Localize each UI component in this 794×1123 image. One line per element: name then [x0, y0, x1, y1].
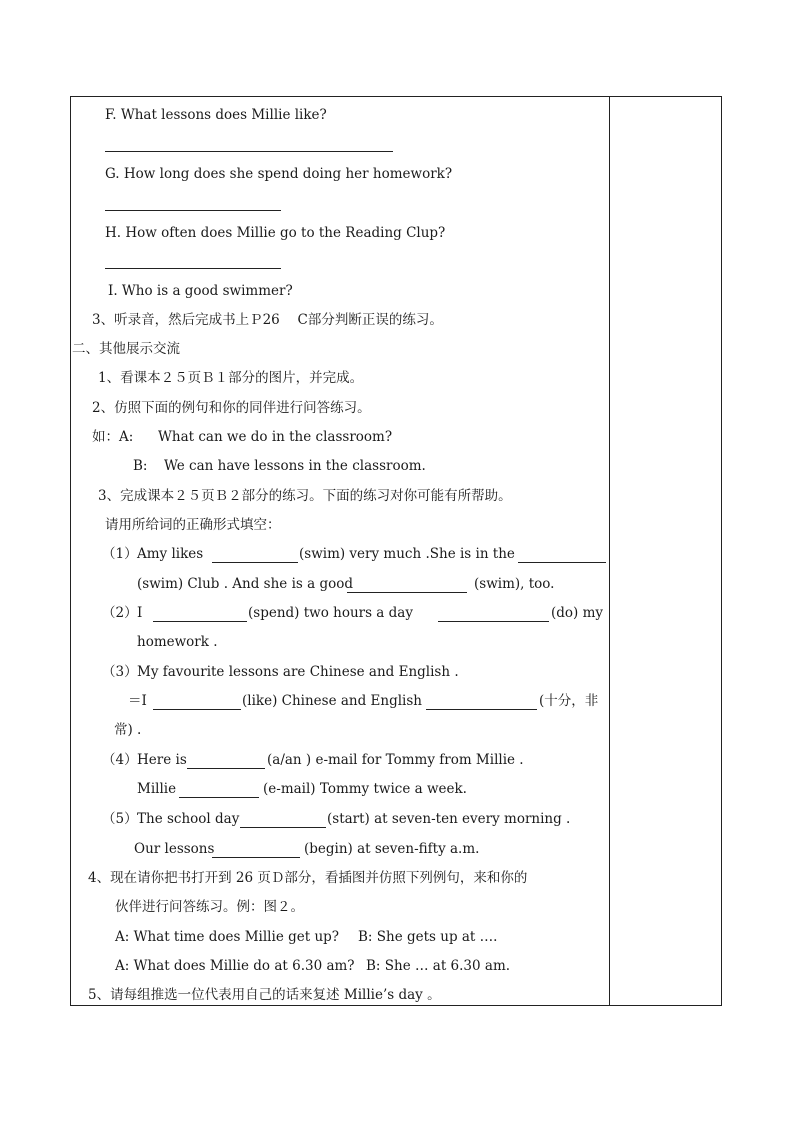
task-4-example-1-b: B: She gets up at …. — [358, 929, 498, 945]
question-f: F. What lessons does Millie like? — [105, 107, 327, 123]
exercise-1-text-d: (swim), too. — [474, 576, 555, 592]
exercise-4-text-d: (e-mail) Tommy twice a week. — [263, 781, 467, 797]
exercise-2-text-c: (do) my — [551, 605, 604, 621]
example-label-a: 如：A: — [92, 429, 134, 445]
exercise-2-text-d: homework . — [137, 634, 218, 650]
task-4-example-2-b: B: She … at 6.30 am. — [366, 958, 511, 974]
exercise-3-text-c: (like) Chinese and English — [242, 693, 422, 709]
exercise-3-text-a: My favourite lessons are Chinese and English . — [137, 664, 459, 680]
answer-line-f[interactable] — [105, 151, 393, 152]
exercise-3-blank-1[interactable] — [153, 709, 241, 710]
exercise-4-text-a: Here is — [137, 752, 187, 768]
exercise-5-text-d: (begin) at seven-fifty a.m. — [304, 841, 480, 857]
section-2-item-2: 2、仿照下面的例句和你的同伴进行问答练习。 — [92, 400, 371, 416]
exercise-3-text-e: 常) . — [114, 722, 142, 738]
exercise-3-text-d: (十分，非 — [539, 693, 599, 709]
section-2-item-3: 3、完成课本２５页Ｂ２部分的练习。下面的练习对你可能有所帮助。 — [98, 488, 512, 504]
exercise-4-blank-1[interactable] — [187, 768, 265, 769]
question-g: G. How long does she spend doing her homework? — [105, 166, 453, 182]
exercise-1-blank-2[interactable] — [518, 562, 606, 563]
exercise-4-text-c: Millie — [137, 781, 177, 797]
task-4-line-2: 伙伴进行问答练习。例：图２。 — [115, 899, 304, 915]
task-4-example-1-a: A: What time does Millie get up? — [115, 929, 340, 945]
exercise-1-text-c: (swim) Club . And she is a good — [137, 576, 353, 592]
exercise-4-blank-2[interactable] — [179, 797, 259, 798]
table-column-divider — [609, 96, 610, 1006]
answer-line-g[interactable] — [105, 210, 281, 211]
section-2-item-1: 1、看课本２５页Ｂ１部分的图片，并完成。 — [98, 370, 364, 386]
task-4-line-1: 4、现在请你把书打开到 26 页Ｄ部分，看插图并仿照下列例句，来和你的 — [88, 870, 528, 886]
exercise-3-number: （3） — [102, 664, 138, 680]
exercise-1-blank-3[interactable] — [347, 592, 467, 593]
exercise-5-blank-2[interactable] — [212, 857, 300, 858]
exercise-5-text-a: The school day — [137, 811, 240, 827]
exercise-5-number: （5） — [102, 811, 138, 827]
fill-in-instruction: 请用所给词的正确形式填空： — [105, 517, 281, 533]
answer-line-h[interactable] — [105, 268, 281, 269]
task-4-example-2-a: A: What does Millie do at 6.30 am? — [115, 958, 355, 974]
exercise-1-blank-1[interactable] — [212, 562, 298, 563]
exercise-5-blank-1[interactable] — [240, 827, 326, 828]
exercise-2-text-b: (spend) two hours a day — [248, 605, 413, 621]
example-label-b: B: — [133, 458, 148, 474]
exercise-3-text-b: ＝I — [128, 693, 147, 709]
exercise-4-number: （4） — [102, 752, 138, 768]
example-a: What can we do in the classroom? — [158, 429, 393, 445]
exercise-2-text-a: I — [137, 605, 143, 621]
exercise-1-text-b: (swim) very much .She is in the — [299, 546, 515, 562]
task-5: 5、请每组推选一位代表用自己的话来复述 Millie’s day 。 — [88, 987, 441, 1003]
exercise-1-text-a: Amy likes — [137, 546, 204, 562]
question-h: H. How often does Millie go to the Reading Clup? — [105, 225, 446, 241]
section-2-title: 二、其他展示交流 — [72, 341, 180, 357]
exercise-2-blank-1[interactable] — [153, 621, 247, 622]
example-b: We can have lessons in the classroom. — [164, 458, 426, 474]
exercise-5-text-b: (start) at seven-ten every morning . — [327, 811, 571, 827]
exercise-4-text-b: (a/an ) e-mail for Tommy from Millie . — [267, 752, 524, 768]
question-i: I. Who is a good swimmer? — [108, 283, 293, 299]
exercise-5-text-c: Our lessons — [134, 841, 215, 857]
exercise-1-number: （1） — [102, 546, 138, 562]
task-3: 3、听录音，然后完成书上Ｐ26 C部分判断正误的练习。 — [92, 312, 443, 328]
exercise-2-number: （2） — [102, 605, 138, 621]
exercise-2-blank-2[interactable] — [438, 621, 549, 622]
exercise-3-blank-2[interactable] — [426, 709, 537, 710]
